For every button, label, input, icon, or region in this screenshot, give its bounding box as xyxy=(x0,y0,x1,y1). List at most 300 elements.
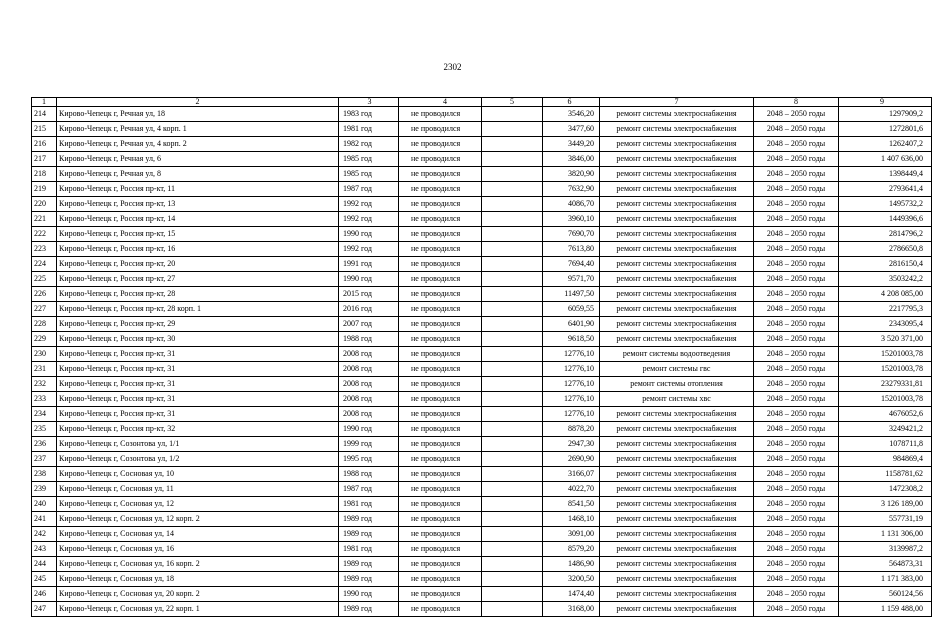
year-built-cell: 1990 год xyxy=(339,272,399,287)
last-repair-cell: не проводился xyxy=(399,302,482,317)
table-row xyxy=(32,587,932,602)
period-cell: 2048 – 2050 годы xyxy=(754,272,839,287)
period-cell: 2048 – 2050 годы xyxy=(754,302,839,317)
row-number-cell: 223 xyxy=(32,242,57,257)
work-type-cell: ремонт системы отопления xyxy=(600,377,754,392)
last-repair-cell: не проводился xyxy=(399,347,482,362)
last-repair-cell: не проводился xyxy=(399,362,482,377)
column-5-cell xyxy=(482,152,543,167)
table-row xyxy=(32,257,932,272)
column-header: 7 xyxy=(600,98,754,107)
table-row xyxy=(32,287,932,302)
column-5-cell xyxy=(482,452,543,467)
work-type-cell: ремонт системы электроснабжения xyxy=(600,497,754,512)
table-row xyxy=(32,362,932,377)
year-built-cell: 1987 год xyxy=(339,482,399,497)
period-cell: 2048 – 2050 годы xyxy=(754,152,839,167)
period-cell: 2048 – 2050 годы xyxy=(754,422,839,437)
row-number-cell: 231 xyxy=(32,362,57,377)
last-repair-cell: не проводился xyxy=(399,317,482,332)
period-cell: 2048 – 2050 годы xyxy=(754,317,839,332)
work-type-cell: ремонт системы электроснабжения xyxy=(600,152,754,167)
row-number-cell: 225 xyxy=(32,272,57,287)
row-number-cell: 219 xyxy=(32,182,57,197)
cost-cell: 984869,4 xyxy=(839,452,932,467)
cost-cell: 3139987,2 xyxy=(839,542,932,557)
table-row xyxy=(32,122,932,137)
cost-cell: 564873,31 xyxy=(839,557,932,572)
row-number-cell: 220 xyxy=(32,197,57,212)
last-repair-cell: не проводился xyxy=(399,437,482,452)
row-number-cell: 233 xyxy=(32,392,57,407)
row-number-cell: 234 xyxy=(32,407,57,422)
table-row xyxy=(32,497,932,512)
column-header: 4 xyxy=(399,98,482,107)
work-type-cell: ремонт системы электроснабжения xyxy=(600,227,754,242)
table-row xyxy=(32,542,932,557)
work-type-cell: ремонт системы водоотведения xyxy=(600,347,754,362)
last-repair-cell: не проводился xyxy=(399,527,482,542)
work-type-cell: ремонт системы электроснабжения xyxy=(600,257,754,272)
period-cell: 2048 – 2050 годы xyxy=(754,497,839,512)
year-built-cell: 1990 год xyxy=(339,227,399,242)
work-type-cell: ремонт системы электроснабжения xyxy=(600,212,754,227)
column-header: 3 xyxy=(339,98,399,107)
table-row xyxy=(32,407,932,422)
column-header: 2 xyxy=(57,98,339,107)
cost-cell: 1078711,8 xyxy=(839,437,932,452)
cost-cell: 560124,56 xyxy=(839,587,932,602)
cost-cell: 3249421,2 xyxy=(839,422,932,437)
year-built-cell: 1990 год xyxy=(339,422,399,437)
year-built-cell: 2008 год xyxy=(339,392,399,407)
work-type-cell: ремонт системы электроснабжения xyxy=(600,137,754,152)
year-built-cell: 1981 год xyxy=(339,122,399,137)
column-5-cell xyxy=(482,347,543,362)
year-built-cell: 1981 год xyxy=(339,542,399,557)
table-row xyxy=(32,227,932,242)
year-built-cell: 1985 год xyxy=(339,152,399,167)
cost-cell: 1158781,62 xyxy=(839,467,932,482)
period-cell: 2048 – 2050 годы xyxy=(754,107,839,122)
year-built-cell: 1992 год xyxy=(339,212,399,227)
row-number-cell: 239 xyxy=(32,482,57,497)
period-cell: 2048 – 2050 годы xyxy=(754,182,839,197)
table-row xyxy=(32,137,932,152)
period-cell: 2048 – 2050 годы xyxy=(754,542,839,557)
cost-cell: 4676052,6 xyxy=(839,407,932,422)
cost-cell: 1272801,6 xyxy=(839,122,932,137)
column-5-cell xyxy=(482,212,543,227)
area-cell: 3166,07 xyxy=(543,467,600,482)
work-type-cell: ремонт системы электроснабжения xyxy=(600,557,754,572)
period-cell: 2048 – 2050 годы xyxy=(754,467,839,482)
table-row xyxy=(32,422,932,437)
address-cell: Кирово-Чепецк г, Россия пр-кт, 30 xyxy=(57,332,339,347)
work-type-cell: ремонт системы электроснабжения xyxy=(600,107,754,122)
work-type-cell: ремонт системы электроснабжения xyxy=(600,287,754,302)
last-repair-cell: не проводился xyxy=(399,452,482,467)
table-row xyxy=(32,242,932,257)
column-5-cell xyxy=(482,137,543,152)
area-cell: 3200,50 xyxy=(543,572,600,587)
period-cell: 2048 – 2050 годы xyxy=(754,572,839,587)
last-repair-cell: не проводился xyxy=(399,287,482,302)
address-cell: Кирово-Чепецк г, Сосновая ул, 11 xyxy=(57,482,339,497)
column-5-cell xyxy=(482,602,543,617)
area-cell: 3449,20 xyxy=(543,137,600,152)
year-built-cell: 1985 год xyxy=(339,167,399,182)
table-row xyxy=(32,572,932,587)
work-type-cell: ремонт системы электроснабжения xyxy=(600,422,754,437)
cost-cell: 1 171 383,00 xyxy=(839,572,932,587)
table-row xyxy=(32,482,932,497)
row-number-cell: 224 xyxy=(32,257,57,272)
cost-cell: 4 208 085,00 xyxy=(839,287,932,302)
area-cell: 8878,20 xyxy=(543,422,600,437)
column-5-cell xyxy=(482,377,543,392)
column-5-cell xyxy=(482,437,543,452)
last-repair-cell: не проводился xyxy=(399,242,482,257)
period-cell: 2048 – 2050 годы xyxy=(754,362,839,377)
column-5-cell xyxy=(482,497,543,512)
work-type-cell: ремонт системы электроснабжения xyxy=(600,572,754,587)
cost-cell: 15201003,78 xyxy=(839,392,932,407)
address-cell: Кирово-Чепецк г, Речная ул, 6 xyxy=(57,152,339,167)
area-cell: 3846,00 xyxy=(543,152,600,167)
address-cell: Кирово-Чепецк г, Россия пр-кт, 31 xyxy=(57,362,339,377)
area-cell: 1486,90 xyxy=(543,557,600,572)
year-built-cell: 2008 год xyxy=(339,362,399,377)
address-cell: Кирово-Чепецк г, Речная ул, 4 корп. 2 xyxy=(57,137,339,152)
work-type-cell: ремонт системы электроснабжения xyxy=(600,167,754,182)
last-repair-cell: не проводился xyxy=(399,392,482,407)
area-cell: 12776,10 xyxy=(543,347,600,362)
cost-cell: 1495732,2 xyxy=(839,197,932,212)
row-number-cell: 226 xyxy=(32,287,57,302)
area-cell: 7632,90 xyxy=(543,182,600,197)
address-cell: Кирово-Чепецк г, Созонтова ул, 1/1 xyxy=(57,437,339,452)
work-type-cell: ремонт системы электроснабжения xyxy=(600,332,754,347)
address-cell: Кирово-Чепецк г, Россия пр-кт, 20 xyxy=(57,257,339,272)
last-repair-cell: не проводился xyxy=(399,122,482,137)
work-type-cell: ремонт системы электроснабжения xyxy=(600,602,754,617)
period-cell: 2048 – 2050 годы xyxy=(754,197,839,212)
period-cell: 2048 – 2050 годы xyxy=(754,377,839,392)
year-built-cell: 1987 год xyxy=(339,182,399,197)
address-cell: Кирово-Чепецк г, Речная ул, 18 xyxy=(57,107,339,122)
last-repair-cell: не проводился xyxy=(399,542,482,557)
address-cell: Кирово-Чепецк г, Россия пр-кт, 31 xyxy=(57,347,339,362)
last-repair-cell: не проводился xyxy=(399,557,482,572)
table-row xyxy=(32,602,932,617)
work-type-cell: ремонт системы электроснабжения xyxy=(600,302,754,317)
column-5-cell xyxy=(482,227,543,242)
area-cell: 12776,10 xyxy=(543,407,600,422)
year-built-cell: 1995 год xyxy=(339,452,399,467)
cost-cell: 3 126 189,00 xyxy=(839,497,932,512)
address-cell: Кирово-Чепецк г, Россия пр-кт, 16 xyxy=(57,242,339,257)
address-cell: Кирово-Чепецк г, Россия пр-кт, 27 xyxy=(57,272,339,287)
work-type-cell: ремонт системы электроснабжения xyxy=(600,452,754,467)
address-cell: Кирово-Чепецк г, Созонтова ул, 1/2 xyxy=(57,452,339,467)
work-type-cell: ремонт системы электроснабжения xyxy=(600,437,754,452)
area-cell: 8541,50 xyxy=(543,497,600,512)
column-header: 5 xyxy=(482,98,543,107)
row-number-cell: 237 xyxy=(32,452,57,467)
table-row xyxy=(32,392,932,407)
table-row xyxy=(32,182,932,197)
table-row xyxy=(32,212,932,227)
area-cell: 9618,50 xyxy=(543,332,600,347)
work-type-cell: ремонт системы электроснабжения xyxy=(600,587,754,602)
year-built-cell: 1989 год xyxy=(339,527,399,542)
row-number-cell: 218 xyxy=(32,167,57,182)
period-cell: 2048 – 2050 годы xyxy=(754,167,839,182)
period-cell: 2048 – 2050 годы xyxy=(754,437,839,452)
area-cell: 12776,10 xyxy=(543,377,600,392)
year-built-cell: 1983 год xyxy=(339,107,399,122)
year-built-cell: 1989 год xyxy=(339,557,399,572)
table-row xyxy=(32,452,932,467)
cost-cell: 2814796,2 xyxy=(839,227,932,242)
period-cell: 2048 – 2050 годы xyxy=(754,587,839,602)
last-repair-cell: не проводился xyxy=(399,407,482,422)
cost-cell: 3503242,2 xyxy=(839,272,932,287)
work-type-cell: ремонт системы электроснабжения xyxy=(600,542,754,557)
cost-cell: 557731,19 xyxy=(839,512,932,527)
area-cell: 7690,70 xyxy=(543,227,600,242)
year-built-cell: 1992 год xyxy=(339,197,399,212)
address-cell: Кирово-Чепецк г, Россия пр-кт, 28 xyxy=(57,287,339,302)
row-number-cell: 229 xyxy=(32,332,57,347)
row-number-cell: 240 xyxy=(32,497,57,512)
address-cell: Кирово-Чепецк г, Речная ул, 8 xyxy=(57,167,339,182)
period-cell: 2048 – 2050 годы xyxy=(754,392,839,407)
cost-cell: 1398449,4 xyxy=(839,167,932,182)
last-repair-cell: не проводился xyxy=(399,167,482,182)
last-repair-cell: не проводился xyxy=(399,182,482,197)
row-number-cell: 216 xyxy=(32,137,57,152)
column-5-cell xyxy=(482,467,543,482)
column-5-cell xyxy=(482,422,543,437)
period-cell: 2048 – 2050 годы xyxy=(754,227,839,242)
last-repair-cell: не проводился xyxy=(399,572,482,587)
address-cell: Кирово-Чепецк г, Россия пр-кт, 31 xyxy=(57,407,339,422)
row-number-cell: 227 xyxy=(32,302,57,317)
column-5-cell xyxy=(482,362,543,377)
table-row xyxy=(32,272,932,287)
column-5-cell xyxy=(482,107,543,122)
area-cell: 2690,90 xyxy=(543,452,600,467)
column-5-cell xyxy=(482,407,543,422)
area-cell: 6059,55 xyxy=(543,302,600,317)
row-number-cell: 243 xyxy=(32,542,57,557)
area-cell: 11497,50 xyxy=(543,287,600,302)
row-number-cell: 241 xyxy=(32,512,57,527)
row-number-cell: 236 xyxy=(32,437,57,452)
period-cell: 2048 – 2050 годы xyxy=(754,347,839,362)
work-type-cell: ремонт системы хвс xyxy=(600,392,754,407)
row-number-cell: 215 xyxy=(32,122,57,137)
cost-cell: 3 520 371,00 xyxy=(839,332,932,347)
cost-cell: 1 159 488,00 xyxy=(839,602,932,617)
row-number-cell: 247 xyxy=(32,602,57,617)
address-cell: Кирово-Чепецк г, Сосновая ул, 14 xyxy=(57,527,339,542)
period-cell: 2048 – 2050 годы xyxy=(754,257,839,272)
period-cell: 2048 – 2050 годы xyxy=(754,212,839,227)
address-cell: Кирово-Чепецк г, Россия пр-кт, 15 xyxy=(57,227,339,242)
last-repair-cell: не проводился xyxy=(399,257,482,272)
area-cell: 4022,70 xyxy=(543,482,600,497)
row-number-cell: 221 xyxy=(32,212,57,227)
table-row xyxy=(32,197,932,212)
year-built-cell: 1988 год xyxy=(339,467,399,482)
area-cell: 1468,10 xyxy=(543,512,600,527)
year-built-cell: 1989 год xyxy=(339,602,399,617)
column-5-cell xyxy=(482,257,543,272)
column-5-cell xyxy=(482,272,543,287)
cost-cell: 1 407 636,00 xyxy=(839,152,932,167)
column-5-cell xyxy=(482,287,543,302)
column-5-cell xyxy=(482,527,543,542)
period-cell: 2048 – 2050 годы xyxy=(754,512,839,527)
area-cell: 9571,70 xyxy=(543,272,600,287)
column-5-cell xyxy=(482,557,543,572)
row-number-cell: 230 xyxy=(32,347,57,362)
column-5-cell xyxy=(482,482,543,497)
year-built-cell: 1982 год xyxy=(339,137,399,152)
address-cell: Кирово-Чепецк г, Речная ул, 4 корп. 1 xyxy=(57,122,339,137)
year-built-cell: 1999 год xyxy=(339,437,399,452)
column-5-cell xyxy=(482,317,543,332)
table-row xyxy=(32,347,932,362)
period-cell: 2048 – 2050 годы xyxy=(754,122,839,137)
column-5-cell xyxy=(482,332,543,347)
last-repair-cell: не проводился xyxy=(399,197,482,212)
address-cell: Кирово-Чепецк г, Россия пр-кт, 11 xyxy=(57,182,339,197)
year-built-cell: 1989 год xyxy=(339,572,399,587)
address-cell: Кирово-Чепецк г, Сосновая ул, 22 корп. 1 xyxy=(57,602,339,617)
column-5-cell xyxy=(482,587,543,602)
address-cell: Кирово-Чепецк г, Россия пр-кт, 28 корп. 1 xyxy=(57,302,339,317)
area-cell: 8579,20 xyxy=(543,542,600,557)
cost-cell: 23279331,81 xyxy=(839,377,932,392)
table-row xyxy=(32,377,932,392)
year-built-cell: 1992 год xyxy=(339,242,399,257)
column-5-cell xyxy=(482,302,543,317)
period-cell: 2048 – 2050 годы xyxy=(754,137,839,152)
cost-cell: 2793641,4 xyxy=(839,182,932,197)
cost-cell: 1262407,2 xyxy=(839,137,932,152)
address-cell: Кирово-Чепецк г, Россия пр-кт, 31 xyxy=(57,377,339,392)
period-cell: 2048 – 2050 годы xyxy=(754,527,839,542)
area-cell: 6401,90 xyxy=(543,317,600,332)
address-cell: Кирово-Чепецк г, Сосновая ул, 10 xyxy=(57,467,339,482)
area-cell: 3477,60 xyxy=(543,122,600,137)
area-cell: 12776,10 xyxy=(543,362,600,377)
year-built-cell: 2008 год xyxy=(339,347,399,362)
area-cell: 3546,20 xyxy=(543,107,600,122)
column-header: 6 xyxy=(543,98,600,107)
work-type-cell: ремонт системы гвс xyxy=(600,362,754,377)
table-row xyxy=(32,527,932,542)
period-cell: 2048 – 2050 годы xyxy=(754,482,839,497)
year-built-cell: 1991 год xyxy=(339,257,399,272)
page-number: 2302 xyxy=(443,62,462,72)
row-number-cell: 244 xyxy=(32,557,57,572)
address-cell: Кирово-Чепецк г, Россия пр-кт, 14 xyxy=(57,212,339,227)
area-cell: 1474,40 xyxy=(543,587,600,602)
last-repair-cell: не проводился xyxy=(399,512,482,527)
work-type-cell: ремонт системы электроснабжения xyxy=(600,242,754,257)
column-header: 1 xyxy=(32,98,57,107)
year-built-cell: 1990 год xyxy=(339,587,399,602)
cost-cell: 2343095,4 xyxy=(839,317,932,332)
work-type-cell: ремонт системы электроснабжения xyxy=(600,467,754,482)
period-cell: 2048 – 2050 годы xyxy=(754,557,839,572)
row-number-cell: 228 xyxy=(32,317,57,332)
cost-cell: 1449396,6 xyxy=(839,212,932,227)
table-row xyxy=(32,302,932,317)
address-cell: Кирово-Чепецк г, Россия пр-кт, 13 xyxy=(57,197,339,212)
year-built-cell: 2015 год xyxy=(339,287,399,302)
last-repair-cell: не проводился xyxy=(399,467,482,482)
last-repair-cell: не проводился xyxy=(399,587,482,602)
period-cell: 2048 – 2050 годы xyxy=(754,452,839,467)
column-5-cell xyxy=(482,512,543,527)
column-5-cell xyxy=(482,242,543,257)
cost-cell: 15201003,78 xyxy=(839,347,932,362)
last-repair-cell: не проводился xyxy=(399,497,482,512)
address-cell: Кирово-Чепецк г, Россия пр-кт, 31 xyxy=(57,392,339,407)
row-number-cell: 232 xyxy=(32,377,57,392)
work-type-cell: ремонт системы электроснабжения xyxy=(600,272,754,287)
work-type-cell: ремонт системы электроснабжения xyxy=(600,482,754,497)
table-row xyxy=(32,332,932,347)
repair-schedule-table xyxy=(31,97,932,617)
last-repair-cell: не проводился xyxy=(399,152,482,167)
address-cell: Кирово-Чепецк г, Россия пр-кт, 29 xyxy=(57,317,339,332)
column-5-cell xyxy=(482,392,543,407)
row-number-cell: 242 xyxy=(32,527,57,542)
last-repair-cell: не проводился xyxy=(399,422,482,437)
column-5-cell xyxy=(482,167,543,182)
cost-cell: 1472308,2 xyxy=(839,482,932,497)
last-repair-cell: не проводился xyxy=(399,107,482,122)
header-row xyxy=(32,98,932,107)
table-row xyxy=(32,152,932,167)
work-type-cell: ремонт системы электроснабжения xyxy=(600,512,754,527)
last-repair-cell: не проводился xyxy=(399,482,482,497)
row-number-cell: 235 xyxy=(32,422,57,437)
column-header: 8 xyxy=(754,98,839,107)
area-cell: 7694,40 xyxy=(543,257,600,272)
column-5-cell xyxy=(482,542,543,557)
column-5-cell xyxy=(482,572,543,587)
year-built-cell: 1988 год xyxy=(339,332,399,347)
area-cell: 7613,80 xyxy=(543,242,600,257)
column-5-cell xyxy=(482,182,543,197)
area-cell: 2947,30 xyxy=(543,437,600,452)
work-type-cell: ремонт системы электроснабжения xyxy=(600,317,754,332)
table-row xyxy=(32,557,932,572)
period-cell: 2048 – 2050 годы xyxy=(754,407,839,422)
address-cell: Кирово-Чепецк г, Сосновая ул, 16 корп. 2 xyxy=(57,557,339,572)
year-built-cell: 2007 год xyxy=(339,317,399,332)
cost-cell: 2786650,8 xyxy=(839,242,932,257)
period-cell: 2048 – 2050 годы xyxy=(754,332,839,347)
